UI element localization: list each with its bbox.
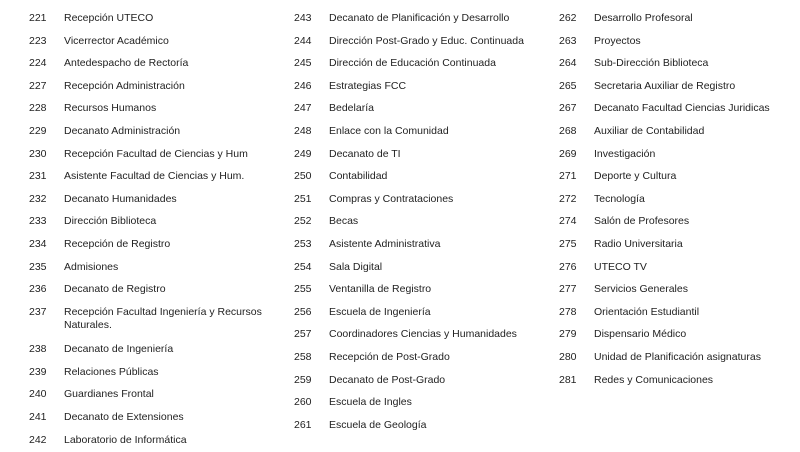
extension-number: 249 xyxy=(294,147,312,160)
extension-number: 250 xyxy=(294,170,312,183)
department-name: Compras y Contrataciones xyxy=(329,192,454,205)
directory-row xyxy=(29,121,284,144)
directory-row xyxy=(29,166,284,189)
department-name: Dirección Biblioteca xyxy=(64,215,157,228)
extension-number: 233 xyxy=(29,215,47,228)
department-name: Recepción de Registro xyxy=(64,237,171,250)
extension-number: 238 xyxy=(29,343,47,356)
department-name: UTECO TV xyxy=(594,260,647,273)
directory-row xyxy=(559,370,794,393)
directory-row xyxy=(294,98,549,121)
extension-number: 264 xyxy=(559,57,577,70)
extension-number: 261 xyxy=(294,418,312,431)
directory-row xyxy=(29,234,284,257)
extension-number: 245 xyxy=(294,57,312,70)
directory-row xyxy=(29,279,284,302)
directory-row xyxy=(29,189,284,212)
department-name: Bedelaría xyxy=(329,102,374,115)
extension-number: 263 xyxy=(559,34,577,47)
extension-number: 242 xyxy=(29,433,47,446)
department-name: Decanato de Ingeniería xyxy=(64,343,174,356)
extension-number: 229 xyxy=(29,124,47,137)
department-name: Tecnología xyxy=(594,192,645,205)
directory-row xyxy=(294,415,549,438)
directory-row xyxy=(559,144,794,167)
department-name: Decanato de Post-Grado xyxy=(329,373,446,386)
extension-number: 227 xyxy=(29,79,47,92)
directory-column-1 xyxy=(29,8,284,452)
extension-number: 243 xyxy=(294,12,312,24)
department-name: Radio Universitaria xyxy=(594,237,683,250)
department-name: Asistente Facultad de Ciencias y Hum. xyxy=(64,170,245,183)
directory-row xyxy=(294,347,549,370)
department-name: Recepción Facultad Ingeniería y Recursos Naturales. xyxy=(64,305,262,331)
directory-row xyxy=(29,302,284,340)
extension-number: 254 xyxy=(294,260,312,273)
extension-number: 228 xyxy=(29,102,47,115)
extension-number: 237 xyxy=(29,305,47,318)
department-name: Deporte y Cultura xyxy=(594,170,677,183)
directory-row xyxy=(294,31,549,54)
extension-number: 248 xyxy=(294,124,312,137)
directory-row xyxy=(29,98,284,121)
directory-row xyxy=(559,8,794,31)
extension-number: 265 xyxy=(559,79,577,92)
extension-number: 244 xyxy=(294,34,312,47)
directory-row xyxy=(29,31,284,54)
directory-row xyxy=(294,121,549,144)
directory-row xyxy=(559,53,794,76)
extension-number: 258 xyxy=(294,350,312,363)
extension-number: 231 xyxy=(29,170,47,183)
extension-number: 230 xyxy=(29,147,47,160)
extension-number: 247 xyxy=(294,102,312,115)
department-name: Becas xyxy=(329,215,359,228)
department-name: Admisiones xyxy=(64,260,119,273)
department-name: Escuela de Geología xyxy=(329,418,427,431)
directory-row xyxy=(29,76,284,99)
extension-number: 236 xyxy=(29,283,47,296)
directory-row xyxy=(559,121,794,144)
department-name: Investigación xyxy=(594,147,656,160)
extension-number: 262 xyxy=(559,12,577,24)
department-name: Proyectos xyxy=(594,34,641,47)
department-name: Recepción Facultad de Ciencias y Hum xyxy=(64,147,248,160)
directory-column-2 xyxy=(294,8,549,437)
directory-row xyxy=(559,279,794,302)
extension-number: 277 xyxy=(559,283,577,296)
directory-row xyxy=(29,211,284,234)
department-name: Escuela de Ingeniería xyxy=(329,305,431,318)
directory-row xyxy=(294,76,549,99)
department-name: Decanato de TI xyxy=(329,147,401,160)
department-name: Secretaria Auxiliar de Registro xyxy=(594,79,736,92)
directory-row xyxy=(29,8,284,31)
directory-row xyxy=(559,211,794,234)
extension-number: 221 xyxy=(29,12,47,24)
extension-number: 256 xyxy=(294,305,312,318)
extension-number: 223 xyxy=(29,34,47,47)
directory-row xyxy=(29,144,284,167)
directory-row xyxy=(29,362,284,385)
directory-row xyxy=(559,31,794,54)
directory-row xyxy=(294,211,549,234)
directory-row xyxy=(294,370,549,393)
department-name: Asistente Administrativa xyxy=(329,237,441,250)
department-name: Laboratorio de Informática xyxy=(64,433,187,446)
department-name: Sub-Dirección Biblioteca xyxy=(594,57,709,70)
department-name: Decanato Humanidades xyxy=(64,192,177,205)
directory-row xyxy=(294,302,549,325)
extension-number: 259 xyxy=(294,373,312,386)
extension-number: 269 xyxy=(559,147,577,160)
department-name: Decanato de Extensiones xyxy=(64,411,184,423)
directory-row xyxy=(559,189,794,212)
department-name: Relaciones Públicas xyxy=(64,365,159,378)
directory-row xyxy=(294,53,549,76)
extension-number: 279 xyxy=(559,328,577,341)
directory-row xyxy=(294,234,549,257)
extension-number: 232 xyxy=(29,192,47,205)
extension-number: 281 xyxy=(559,373,577,386)
extension-number: 260 xyxy=(294,396,312,409)
department-name: Decanato de Registro xyxy=(64,283,166,296)
directory-row xyxy=(29,339,284,362)
department-name: Vicerrector Académico xyxy=(64,34,169,47)
department-name: Redes y Comunicaciones xyxy=(594,373,714,386)
directory-row xyxy=(559,302,794,325)
directory-row xyxy=(29,53,284,76)
department-name: Enlace con la Comunidad xyxy=(329,124,449,137)
directory-row xyxy=(294,189,549,212)
extension-number: 251 xyxy=(294,192,312,205)
department-name: Estrategias FCC xyxy=(329,79,407,92)
directory-row xyxy=(294,324,549,347)
extension-number: 239 xyxy=(29,365,47,378)
extension-number: 275 xyxy=(559,237,577,250)
extension-number: 257 xyxy=(294,328,312,341)
department-name: Unidad de Planificación asignaturas xyxy=(594,350,761,363)
extension-number: 268 xyxy=(559,124,577,137)
department-name: Desarrollo Profesoral xyxy=(594,12,693,24)
directory-row xyxy=(559,324,794,347)
department-name: Auxiliar de Contabilidad xyxy=(594,124,705,137)
department-name: Dispensario Médico xyxy=(594,328,687,341)
department-name: Servicios Generales xyxy=(594,283,688,296)
extension-number: 276 xyxy=(559,260,577,273)
department-name: Antedespacho de Rectoría xyxy=(64,57,189,70)
directory-row xyxy=(29,257,284,280)
extension-number: 271 xyxy=(559,170,577,183)
directory-row xyxy=(559,234,794,257)
directory-row xyxy=(294,144,549,167)
department-name: Coordinadores Ciencias y Humanidades xyxy=(329,328,517,341)
department-name: Recepción Administración xyxy=(64,79,185,92)
extension-number: 246 xyxy=(294,79,312,92)
extension-number: 278 xyxy=(559,305,577,318)
directory-row xyxy=(294,166,549,189)
directory-row xyxy=(559,166,794,189)
department-name: Dirección de Educación Continuada xyxy=(329,57,496,70)
extension-number: 255 xyxy=(294,283,312,296)
department-name: Contabilidad xyxy=(329,170,388,183)
extension-number: 252 xyxy=(294,215,312,228)
directory-row xyxy=(559,257,794,280)
directory-row xyxy=(294,257,549,280)
department-name: Orientación Estudiantil xyxy=(594,305,700,318)
department-name: Guardianes Frontal xyxy=(64,388,154,401)
directory-row xyxy=(559,98,794,121)
directory-row xyxy=(29,430,284,452)
directory-row xyxy=(559,347,794,370)
department-name: Sala Digital xyxy=(329,260,383,273)
extension-number: 224 xyxy=(29,57,47,70)
department-name: Recursos Humanos xyxy=(64,102,157,115)
department-name: Escuela de Ingles xyxy=(329,396,412,409)
department-name: Ventanilla de Registro xyxy=(329,283,432,296)
department-name: Decanato Facultad Ciencias Juridicas xyxy=(594,102,770,115)
directory-row xyxy=(29,407,284,430)
department-name: Recepción UTECO xyxy=(64,12,154,24)
department-name: Decanato Administración xyxy=(64,124,181,137)
extension-number: 274 xyxy=(559,215,577,228)
extension-number: 267 xyxy=(559,102,577,115)
directory-row xyxy=(294,8,549,31)
directory-row xyxy=(559,76,794,99)
directory-column-3 xyxy=(559,8,794,392)
extension-number: 280 xyxy=(559,350,577,363)
extension-number: 272 xyxy=(559,192,577,205)
extension-number: 253 xyxy=(294,237,312,250)
directory-row xyxy=(294,279,549,302)
department-name: Salón de Profesores xyxy=(594,215,690,228)
department-name: Recepción de Post-Grado xyxy=(329,350,450,363)
extension-number: 235 xyxy=(29,260,47,273)
department-name: Decanato de Planificación y Desarrollo xyxy=(329,12,510,24)
extension-number: 240 xyxy=(29,388,47,401)
extension-number: 241 xyxy=(29,411,47,423)
extension-number: 234 xyxy=(29,237,47,250)
directory-row xyxy=(294,392,549,415)
directory-row xyxy=(29,384,284,407)
department-name: Dirección Post-Grado y Educ. Continuada xyxy=(329,34,524,47)
